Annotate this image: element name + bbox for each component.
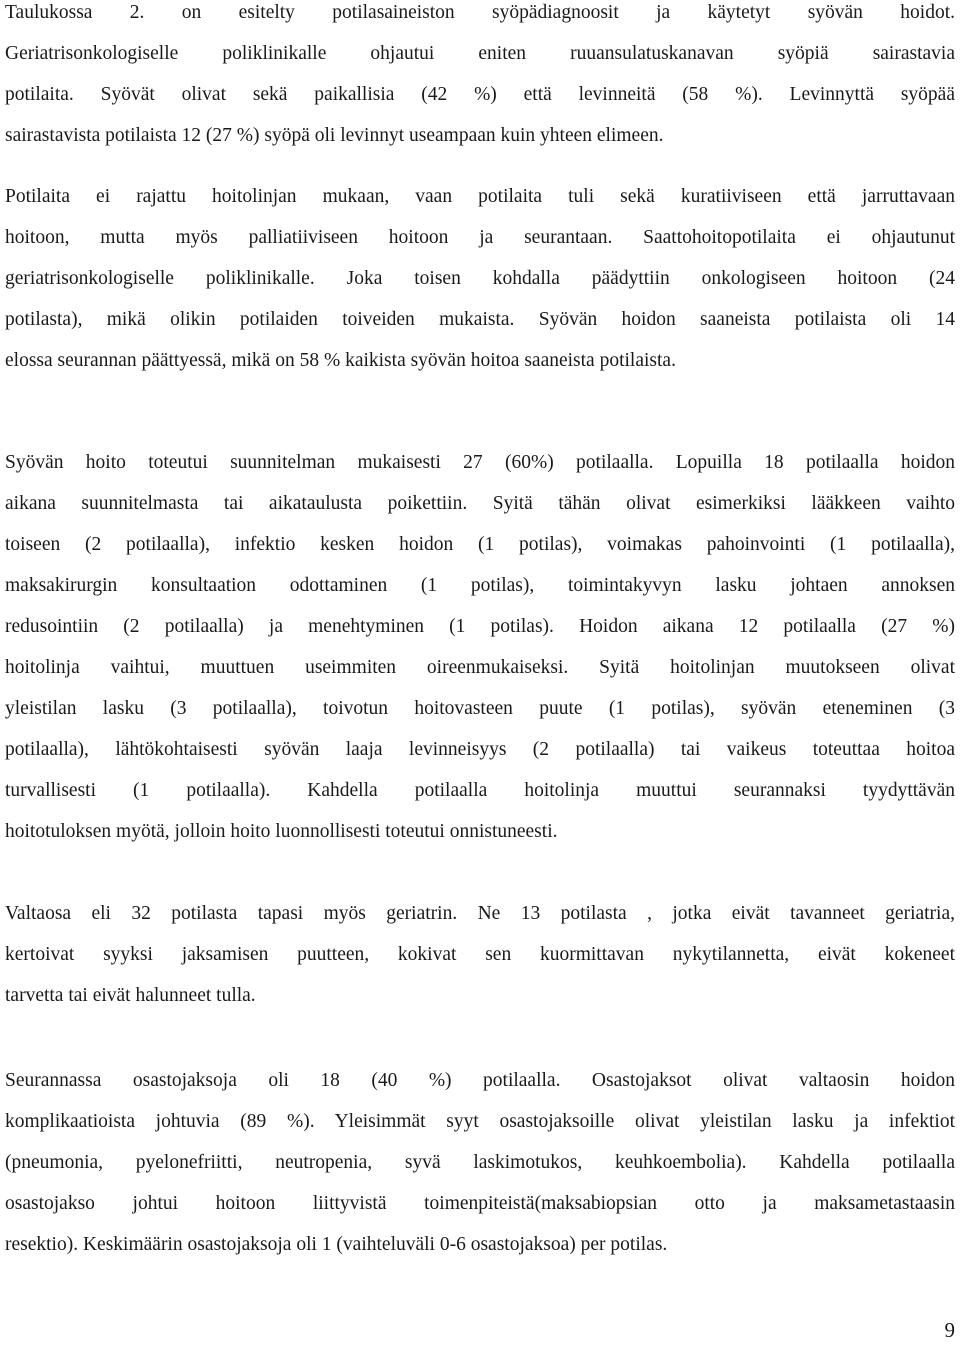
text-line: sairastavista potilaista 12 (27 %) syöpä oli levinnyt useampaan kuin yhteen elimeen. [5,125,664,146]
text-line: Seurannassa osastojaksoja oli 18 (40 %) potilaalla. Osastojaksot olivat valtaosin hoidon [5,1070,955,1091]
text-line: Syövän hoito toteutui suunnitelman mukaisesti 27 (60%) potilaalla. Lopuilla 18 potilaalla hoidon [5,452,955,473]
text-line: hoitolinja vaihtui, muuttuen useimmiten oireenmukaiseksi. Syitä hoitolinjan muutokseen olivat [5,657,955,678]
paragraph-treatment-lines [5,176,955,381]
text-line: Taulukossa 2. on esitelty potilasaineiston syöpädiagnoosit ja käytetyt syövän hoidot. [5,2,955,23]
text-line: (pneumonia, pyelonefriitti, neutropenia, syvä laskimotukos, keuhkoembolia). Kahdella potilaalla [5,1152,955,1173]
text-line: kertoivat syyksi jaksamisen puutteen, kokivat sen kuormittavan nykytilannetta, eivät kokeneet [5,944,955,965]
paragraph-treatment-plan [5,442,955,852]
text-line: turvallisesti (1 potilaalla). Kahdella potilaalla hoitolinja muuttui seurannaksi tyydyttävän [5,780,955,801]
text-line: komplikaatioista johtuvia (89 %). Yleisimmät syyt osastojaksoille olivat yleistilan lasku ja infektiot [5,1111,955,1132]
text-line: maksakirurgin konsultaation odottaminen (1 potilas), toimintakyvyn lasku johtaen annoksen [5,575,955,596]
text-line: toiseen (2 potilaalla), infektio kesken hoidon (1 potilas), voimakas pahoinvointi (1 potilaalla), [5,534,955,555]
paragraph-tumor-types [5,0,955,156]
text-line: tarvetta tai eivät halunneet tulla. [5,985,256,1006]
text-line: yleistilan lasku (3 potilaalla), toivotun hoitovasteen puute (1 potilas), syövän eteneminen (3 [5,698,955,719]
text-line: hoitoon, mutta myös palliatiiviseen hoitoon ja seurantaan. Saattohoitopotilaita ei ohjautunut [5,227,955,248]
text-line: hoitotuloksen myötä, jolloin hoito luonnollisesti toteutui onnistuneesti. [5,821,558,842]
paragraph-geriatrician [5,893,955,1016]
text-line: geriatrisonkologiselle poliklinikalle. Joka toisen kohdalla päädyttiin onkologiseen hoitoon (24 [5,268,955,289]
text-line: potilaalla), lähtökohtaisesti syövän laaja levinneisyys (2 potilaalla) tai vaikeus toteuttaa hoitoa [5,739,955,760]
text-line: redusointiin (2 potilaalla) ja menehtyminen (1 potilas). Hoidon aikana 12 potilaalla (27 %) [5,616,955,637]
text-line: Valtaosa eli 32 potilasta tapasi myös geriatrin. Ne 13 potilasta , jotka eivät tavanneet geriatria, [5,903,955,924]
text-line: elossa seurannan päättyessä, mikä on 58 % kaikista syövän hoitoa saaneista potilaista. [5,350,676,371]
page-number: 9 [944,1318,955,1342]
text-line: osastojakso johtui hoitoon liittyvistä toimenpiteistä(maksabiopsian otto ja maksametastaasin [5,1193,955,1214]
paragraph-ward-periods [5,1060,955,1265]
text-line: potilasta), mikä olikin potilaiden toiveiden mukaista. Syövän hoidon saaneista potilaista oli 14 [5,309,955,330]
text-line: aikana suunnitelmasta tai aikataulusta poikettiin. Syitä tähän olivat esimerkiksi lääkkeen vaihto [5,493,955,514]
text-line: Geriatrisonkologiselle poliklinikalle ohjautui eniten ruuansulatuskanavan syöpiä sairastavia [5,43,955,64]
text-line: resektio). Keskimäärin osastojaksoja oli 1 (vaihteluväli 0-6 osastojaksoa) per potilas. [5,1234,668,1255]
text-line: Potilaita ei rajattu hoitolinjan mukaan, vaan potilaita tuli sekä kuratiiviseen että jarruttavaan [5,186,955,207]
text-line: potilaita. Syövät olivat sekä paikallisia (42 %) että levinneitä (58 %). Levinnyttä syöpää [5,84,955,105]
